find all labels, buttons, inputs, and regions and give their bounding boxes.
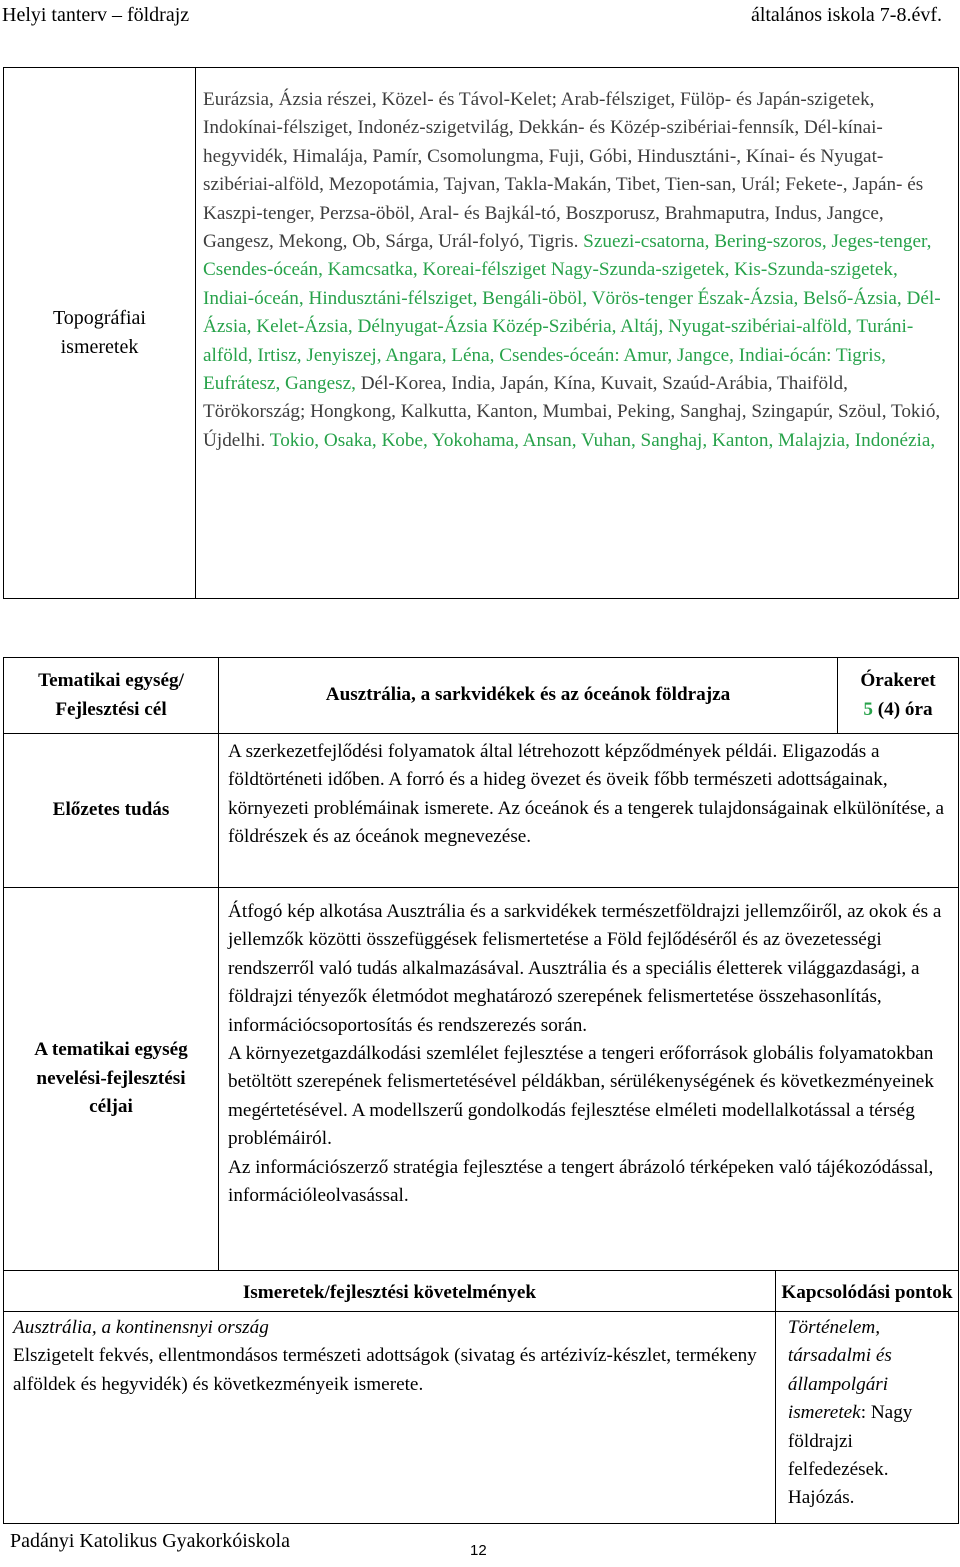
goals-paragraph-3: Az információszerző stratégia fejlesztése a tengert ábrázoló térképeken való tájékozódással, információleolvasással.	[228, 1156, 934, 1207]
goals-label-line2: nevelési-fejlesztési	[36, 1067, 186, 1089]
requirements-heading: Ismeretek/fejlesztési követelmények	[4, 1271, 776, 1312]
requirements-text: Elszigetelt fekvés, ellentmondásos természeti adottságok (sivatag és artézivíz-készlet, termékeny alföldek és hegyvidék) és következményeik ismerete.	[13, 1345, 757, 1395]
connections-text: : Nagy földrajzi felfedezések. Hajózás.	[787, 1402, 913, 1509]
connections-subject: Történelem, társadalmi és állampolgári ismeretek	[787, 1317, 892, 1424]
prior-knowledge-text: A szerkezetfejlődési folyamatok által létrehozott képződmények példái. Eligazodás a földtörténeti időben. A forró és a hideg övezet és öveik főbb természeti adottságainak, környezeti problémáinak ismerete. Az óceánok és a tengerek tulajdonságainak elkülönítése, a földrészek és az óceánok megnevezése.	[219, 734, 959, 888]
goals-paragraph-1: Átfogó kép alkotása Ausztrália és a sarkvidékek természetföldrajzi jellemzőiről, az okok és a jellemzők közötti összefüggések felismertetése a Föld fejlődéséről és az övezetességi rendszerről való tudás alkalmazásával. Ausztrália és a speciális életterek világgazdasági, a földrajzi tényezők életmódot meghatározó szerepének felismertetése összehasonlítás, információcsoportosítás és rendszerezés során.	[228, 901, 942, 1036]
requirements-content	[4, 1312, 776, 1524]
prior-knowledge-label: Előzetes tudás	[4, 734, 219, 888]
unit-title: Ausztrália, a sarkvidékek és az óceánok földrajza	[219, 658, 838, 734]
topography-content	[196, 68, 959, 599]
goals-label-line3: céljai	[89, 1096, 133, 1118]
topography-label	[4, 68, 196, 599]
requirements-topic: Ausztrália, a kontinensnyi ország	[13, 1317, 269, 1338]
unit-label	[4, 658, 219, 734]
page-header	[0, 2, 960, 32]
hours-note: (4) óra	[872, 698, 933, 720]
unit-label-line1: Tematikai egység/	[38, 670, 184, 692]
topography-text-green: Szuezi-csatorna, Bering-szoros, Jeges-tenger, Csendes-óceán, Kamcsatka, Koreai-félsziget Nagy-Szunda-szigetek, Kis-Szunda-szigetek, Indiai-óceán, Hindusztáni-félsziget, Bengáli-öböl, Vörös-tenger Észak-Ázsia, Belső-Ázsia, Dél-Ázsia, Kelet-Ázsia, Délnyugat-Ázsia Közép-Szibéria, Altáj, Nyugat-szibériai-alföld, Turáni-alföld, Irtisz, Jenyiszej, Angara, Léna, Csendes-óceán: Amur, Jangce, Indiai-ócán: Tigris, Eufrátesz, Gangesz,	[203, 231, 941, 395]
connections-content	[775, 1312, 958, 1524]
unit-table	[3, 657, 959, 1524]
hours-value-line	[838, 696, 958, 724]
connections-heading: Kapcsolódási pontok	[775, 1271, 958, 1312]
topography-label-line1: Topográfiai	[52, 307, 146, 329]
hours-label: Órakeret	[860, 670, 936, 692]
goals-label	[4, 888, 219, 1271]
topography-text-countries: Dél-Korea, India, Japán, Kína, Kuvait, Szaúd-Arábia, Thaiföld, Törökország; Hongkong, Kalkutta, Kanton, Mumbai, Peking, Sanghaj, Szingapúr, Szöul, Tokió, Újdelhi.	[203, 373, 941, 451]
topography-text-cities: Tokio, Osaka, Kobe, Yokohama, Ansan, Vuhan, Sanghaj, Kanton, Malajzia, Indonézia,	[265, 429, 936, 451]
unit-hours	[838, 658, 959, 734]
unit-label-line2: Fejlesztési cél	[55, 698, 167, 720]
topography-text-main: Eurázsia, Ázsia részei, Közel- és Távol-Kelet; Arab-félsziget, Fülöp- és Japán-szigetek, Indokínai-félsziget, Indonéz-szigetvilág, Dekkán- és Közép-szibériai-fennsík, Dél-kínai-hegyvidék, Himalája, Pamír, Csomolungma, Fuji, Góbi, Hindusztáni-, Kínai- és Nyugat-szibériai-alföld, Mezopotámia, Tajvan, Takla-Makán, Tibet, Tien-san, Urál; Fekete-, Japán- és Kaszpi-tenger, Perzsa-öböl, Aral- és Bajkál-tó, Boszporusz, Brahmaputra, Indus, Jangce, Gangesz, Mekong, Ob, Sárga, Urál-folyó, Tigris.	[203, 89, 924, 253]
header-subject: Helyi tanterv – földrajz	[2, 4, 190, 26]
topography-label-line2: ismeretek	[60, 336, 139, 358]
goals-text	[219, 888, 959, 1271]
header-grade: általános iskola 7-8.évf.	[750, 4, 942, 26]
hours-value: 5	[863, 698, 873, 720]
topography-table	[3, 67, 959, 599]
footer-school: Padányi Katolikus Gyakorkóiskola	[10, 1530, 290, 1552]
goals-label-line1: A tematikai egység	[34, 1039, 188, 1061]
goals-paragraph-2: A környezetgazdálkodási szemlélet fejlesztése a tengeri erőforrások globális folyamatokban betöltött szerepének felismertetésével példákban, sérülékenységének és következményeinek megértetésével. A modellszerű gondolkodás fejlesztése elméleti modellalkotással a térség problémáiról.	[228, 1043, 934, 1150]
page-number: 12	[470, 1542, 487, 1559]
